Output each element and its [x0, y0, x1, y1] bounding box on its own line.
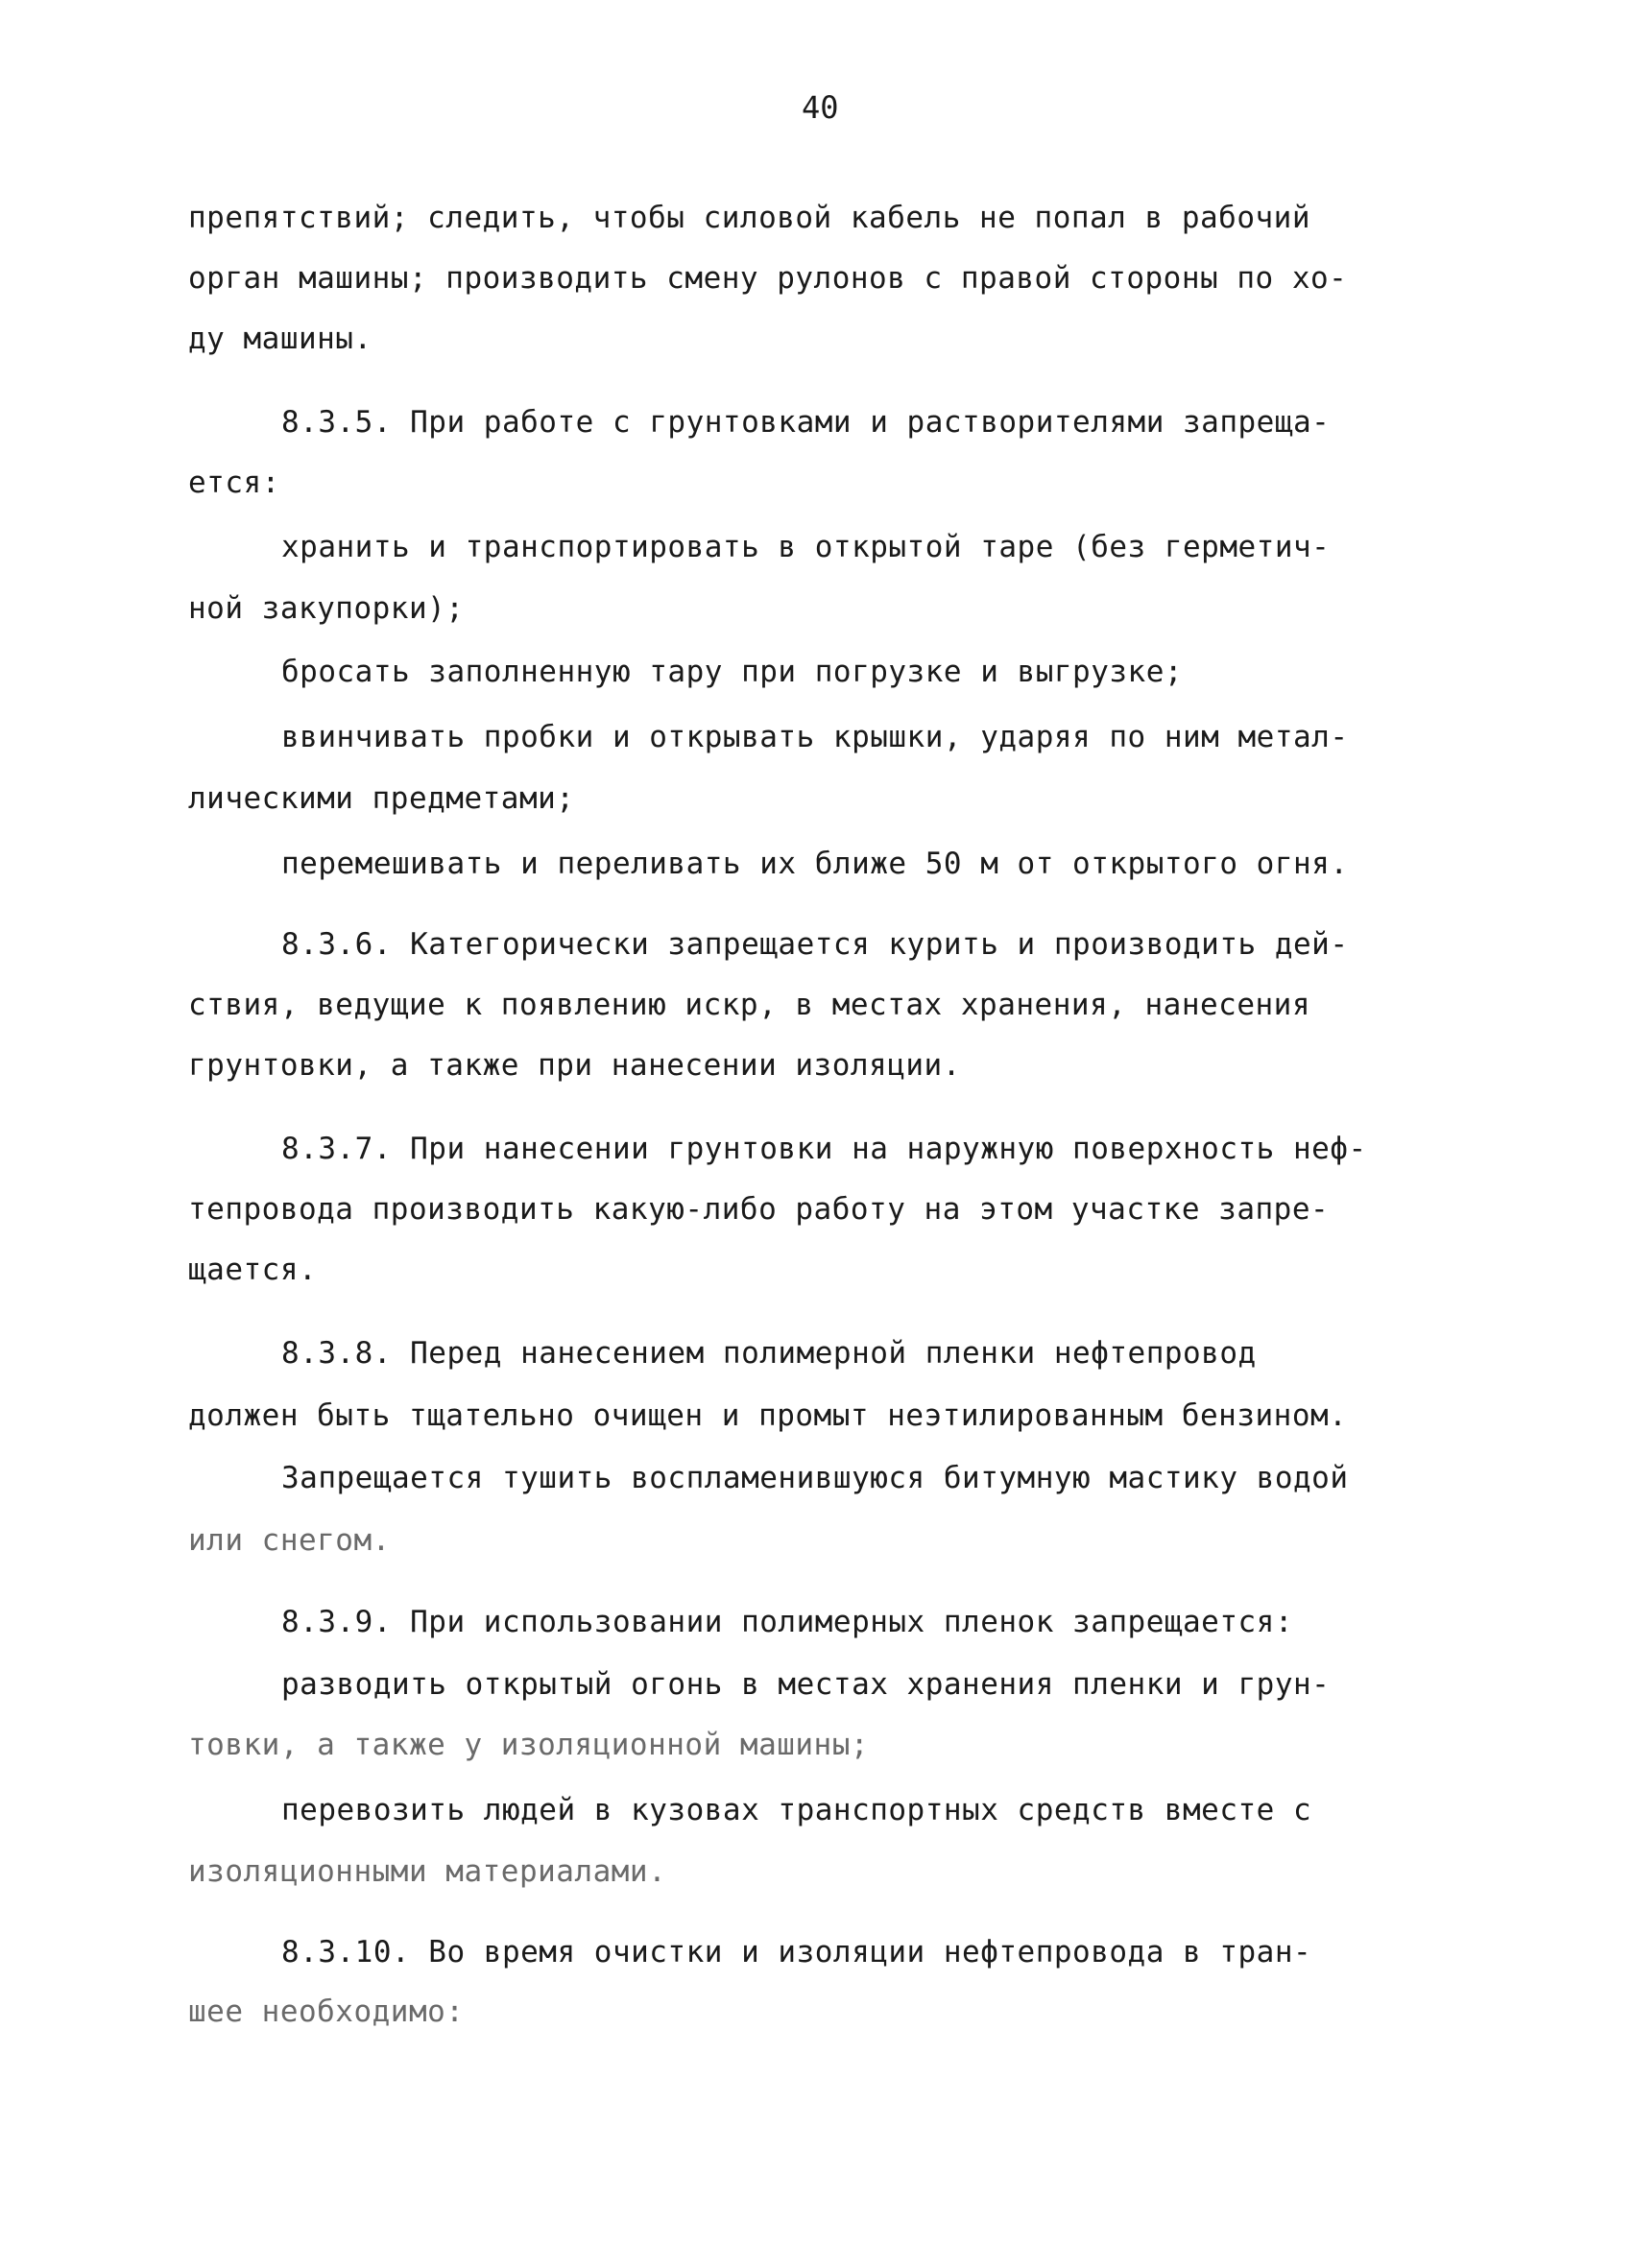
section-heading-8-3-10: 8.3.10. Во время очистки и изоляции нефтепровода в тран-	[281, 1935, 1312, 1970]
text-line: должен быть тщательно очищен и промыт неэтилированным бензином.	[188, 1398, 1348, 1433]
text-line: или снегом.	[188, 1523, 391, 1558]
text-line: ду машины.	[188, 322, 372, 356]
section-heading-8-3-8: 8.3.8. Перед нанесением полимерной пленки нефтепровод	[281, 1336, 1257, 1371]
text-line: ется:	[188, 466, 280, 500]
text-line: щается.	[188, 1253, 318, 1287]
text-line: разводить открытый огонь в местах хранения пленки и грун-	[281, 1667, 1331, 1702]
text-line: шее необходимо:	[188, 1994, 465, 2029]
text-line: товки, а также у изоляционной машины;	[188, 1728, 870, 1762]
text-line: орган машины; производить смену рулонов с правой стороны по хо-	[188, 261, 1348, 296]
text-line: перемешивать и переливать их ближе 50 м от открытого огня.	[281, 847, 1349, 881]
text-line: препятствий; следить, чтобы силовой кабель не попал в рабочий	[188, 201, 1310, 235]
text-line: ной закупорки);	[188, 591, 465, 626]
text-line: тепровода производить какую-либо работу на этом участке запре-	[188, 1192, 1330, 1227]
page-number: 40	[802, 89, 839, 126]
section-heading-8-3-7: 8.3.7. При нанесении грунтовки на наружную поверхность неф-	[281, 1132, 1367, 1166]
text-line: ввинчивать пробки и открывать крышки, ударяя по ним метал-	[281, 720, 1349, 754]
text-line: перевозить людей в кузовах транспортных средств вместе с	[281, 1793, 1312, 1827]
text-line: изоляционными материалами.	[188, 1854, 667, 1889]
text-line: ствия, ведущие к появлению искр, в местах хранения, нанесения	[188, 988, 1310, 1022]
text-line: Запрещается тушить воспламенившуюся битумную мастику водой	[281, 1461, 1349, 1495]
text-line: грунтовки, а также при нанесении изоляции.	[188, 1048, 961, 1083]
text-line: бросать заполненную тару при погрузке и выгрузке;	[281, 655, 1184, 689]
text-line: лическими предметами;	[188, 781, 575, 816]
text-line: хранить и транспортировать в открытой таре (без герметич-	[281, 530, 1331, 564]
section-heading-8-3-5: 8.3.5. При работе с грунтовками и растворителями запреща-	[281, 405, 1331, 440]
section-heading-8-3-6: 8.3.6. Категорически запрещается курить и производить дей-	[281, 927, 1349, 962]
section-heading-8-3-9: 8.3.9. При использовании полимерных пленок запрещается:	[281, 1605, 1293, 1639]
